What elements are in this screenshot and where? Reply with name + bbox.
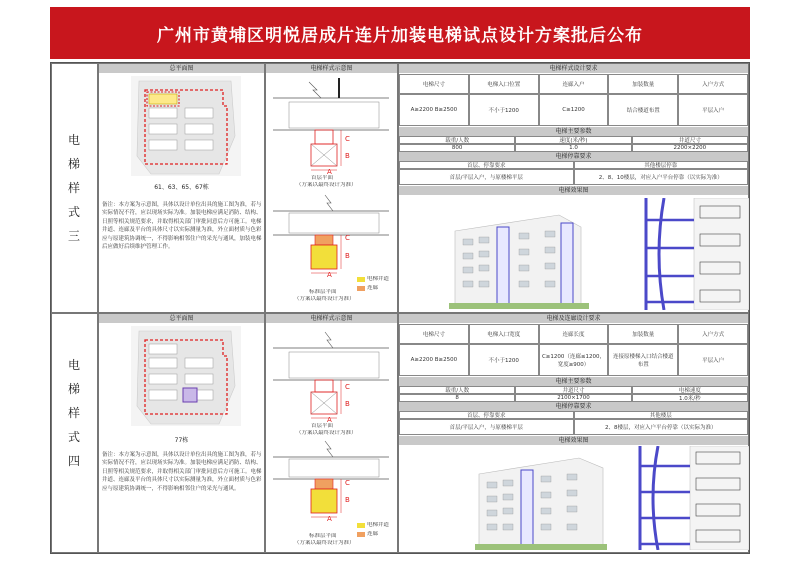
plan-note-bottom: （方案以最终设计为准） xyxy=(294,540,355,546)
plan-title-top: 首层平面 xyxy=(311,175,334,181)
label-char: 梯 xyxy=(67,382,80,396)
section-label xyxy=(51,313,97,513)
building-block xyxy=(185,374,213,384)
params-table xyxy=(399,136,748,152)
elevator-shaft xyxy=(311,245,337,269)
req-value: C≥1200 xyxy=(539,94,609,126)
building-block xyxy=(149,344,177,354)
stops-header: 电梯停靠要求 xyxy=(399,152,748,161)
param-head: 电梯速度 xyxy=(632,386,748,394)
notes-text: 备注：本方案为示意图，具体以设计单位出具的施工图为准，若与实际情况不符，应以现场实际为准。加装电梯应满足消防、结构、日照等相关规范要求，并取得相关部门审批同意后方可施工。电梯井道、连廊及平台的具体尺寸以实际测量为准，外立面材质与色彩应与原建筑协调统一，不得影响相邻住户的采光与通风。 xyxy=(102,452,262,492)
break-line xyxy=(325,441,333,457)
site-plan-drawing xyxy=(131,76,241,176)
building-block xyxy=(185,140,213,150)
stops-table xyxy=(399,411,748,435)
label-char: 式 xyxy=(67,430,80,444)
param-value: 2100×1700 xyxy=(515,394,631,402)
req-value: 平层入户 xyxy=(678,94,748,126)
render-header: 电梯效果图 xyxy=(399,436,748,445)
dim-label-a: A xyxy=(327,169,332,176)
label-char: 梯 xyxy=(67,157,80,171)
req-value: 不小于1200 xyxy=(469,344,539,376)
req-value: 不小于1200 xyxy=(469,94,539,126)
building-block xyxy=(185,358,213,368)
building-block xyxy=(149,94,177,104)
label-char: 电 xyxy=(67,133,80,147)
plan-title-bottom: 标准层平面 xyxy=(309,533,337,539)
params-header: 电梯主要参数 xyxy=(399,377,748,386)
grass-base xyxy=(449,303,589,309)
break-line xyxy=(325,332,333,348)
requirements-header: 电梯及连廊设计要求 xyxy=(399,314,748,323)
building-block xyxy=(185,124,213,134)
param-head: 井道尺寸 xyxy=(632,136,748,144)
building-block xyxy=(149,374,177,384)
requirements-header: 电梯样式设计要求 xyxy=(399,64,748,73)
building-facade xyxy=(479,458,603,546)
building-block xyxy=(149,358,177,368)
elevator-tower xyxy=(561,223,573,305)
label-char: 式 xyxy=(67,205,80,219)
label-char: 四 xyxy=(67,454,80,468)
render-building-image xyxy=(449,209,589,309)
param-head: 速度(米/秒) xyxy=(515,136,631,144)
req-head: 电梯尺寸 xyxy=(399,324,469,344)
scheme-section-3 xyxy=(51,63,749,313)
stop-head: 其他楼层 xyxy=(574,411,749,419)
break-line xyxy=(325,195,333,211)
plan-note-top: （方案以最终设计为准） xyxy=(296,430,357,436)
scheme-board xyxy=(50,62,750,554)
req-head: 加装数量 xyxy=(608,74,678,94)
legend-corridor-label: 连廊 xyxy=(367,531,379,537)
page-title: 广州市黄埔区明悦居成片连片加装电梯试点设计方案批后公布 xyxy=(157,25,643,46)
dim-label-a: A xyxy=(327,417,332,424)
building-block xyxy=(149,108,177,118)
legend-swatch-shaft xyxy=(357,523,365,528)
building-block xyxy=(149,124,177,134)
stop-head: 其他楼层停靠 xyxy=(574,161,749,169)
param-value: 8 xyxy=(399,394,515,402)
stair-rect xyxy=(289,102,379,128)
stop-value: 首层/平层入户，与原楼梯平层 xyxy=(399,419,574,435)
dim-label-b: B xyxy=(345,253,350,260)
building-block xyxy=(149,140,177,150)
elevator-tower xyxy=(497,227,509,305)
site-caption: 77栋 xyxy=(174,437,189,444)
req-head: 加装数量 xyxy=(608,324,678,344)
req-value: A≥2200 B≥2500 xyxy=(399,344,469,376)
plan-note-bottom: （方案以最终设计为准） xyxy=(294,296,355,302)
req-value: C≥1200（连廊≤1200，宽度≥900） xyxy=(539,344,609,376)
req-head: 电梯入口宽度 xyxy=(469,324,539,344)
grass-base xyxy=(475,544,607,550)
dim-label-b: B xyxy=(345,497,350,504)
req-value: 结合楼道布置 xyxy=(608,94,678,126)
floor-bands xyxy=(646,220,694,302)
req-head: 入户方式 xyxy=(678,74,748,94)
plan-title-top: 首层平面 xyxy=(311,423,334,429)
params-table xyxy=(399,386,748,402)
req-value: 连接原楼梯入口结合楼道布置 xyxy=(608,344,678,376)
elevator-tower xyxy=(521,470,533,546)
site-caption: 61、63、65、67栋 xyxy=(154,184,209,191)
param-value: 800 xyxy=(399,144,515,152)
dim-label-c: C xyxy=(345,384,350,391)
site-plan-header: 总平面图 xyxy=(99,64,264,73)
legend-shaft-label: 电梯井道 xyxy=(367,522,390,528)
scheme-section-4 xyxy=(51,313,749,553)
label-char: 电 xyxy=(67,358,80,372)
stop-value: 2、8、10楼层，对应入户平台停靠（以实际为准） xyxy=(574,169,749,185)
corridor-rect xyxy=(315,380,333,392)
legend-swatch-shaft xyxy=(357,277,365,282)
stop-value: 首层/平层入户，与原楼梯平层 xyxy=(399,169,574,185)
label-char: 样 xyxy=(67,181,80,195)
stop-value: 2、8楼层，对应入户平台停靠（以实际为准） xyxy=(574,419,749,435)
legend-swatch-corridor xyxy=(357,532,365,537)
plan-title-bottom: 标准层平面 xyxy=(309,289,337,295)
curved-frame xyxy=(646,198,664,310)
requirements-table xyxy=(399,74,748,126)
corridor-rect xyxy=(315,130,333,144)
site-plan-drawing xyxy=(131,326,241,426)
req-head: 连廊长度 xyxy=(539,324,609,344)
stops-table xyxy=(399,161,748,185)
plan-diagram-header: 电梯样式示意图 xyxy=(266,314,397,323)
render-header: 电梯效果图 xyxy=(399,186,748,195)
stop-head: 首层、停靠要求 xyxy=(399,411,574,419)
dim-label-a: A xyxy=(327,516,332,523)
plan-note-top: （方案以最终设计为准） xyxy=(296,182,357,188)
site-plan-header: 总平面图 xyxy=(99,314,264,323)
param-head: 载重/人数 xyxy=(399,136,515,144)
building-block xyxy=(185,108,213,118)
dim-label-c: C xyxy=(345,136,350,143)
req-head: 连廊入户 xyxy=(539,74,609,94)
legend-shaft-label: 电梯井道 xyxy=(367,276,390,282)
render-building-image xyxy=(475,454,607,550)
stops-header: 电梯停靠要求 xyxy=(399,402,748,411)
legend-corridor-label: 连廊 xyxy=(367,285,379,291)
notes-text: 备注：本方案为示意图，具体以设计单位出具的施工图为准，若与实际情况不符，应以现场实际为准。加装电梯应满足消防、结构、日照等相关规范要求，并取得相关部门审批同意后方可施工。电梯井道、连廊及平台的具体尺寸以实际测量为准，外立面材质与色彩应与原建筑协调统一，不得影响相邻住户的采光与通风，加装电梯后应做好后续维护管理工作。 xyxy=(102,202,262,251)
req-head: 电梯尺寸 xyxy=(399,74,469,94)
param-value: 1.0 xyxy=(515,144,631,152)
stair-rect xyxy=(289,459,379,477)
stop-head: 首层、停靠要求 xyxy=(399,161,574,169)
label-char: 三 xyxy=(67,229,80,243)
dim-label-b: B xyxy=(345,401,350,408)
req-head: 电梯入口位置 xyxy=(469,74,539,94)
req-value: 平层入户 xyxy=(678,344,748,376)
dim-label-c: C xyxy=(345,235,350,242)
target-building-outline xyxy=(183,388,197,402)
section-label xyxy=(51,63,97,313)
req-head: 入户方式 xyxy=(678,324,748,344)
param-head: 载重/人数 xyxy=(399,386,515,394)
break-line xyxy=(309,82,321,98)
corridor-rect xyxy=(315,235,333,245)
param-value: 2200×2200 xyxy=(632,144,748,152)
render-detail-image xyxy=(626,446,749,550)
params-header: 电梯主要参数 xyxy=(399,127,748,136)
page-title-banner xyxy=(50,7,750,59)
dim-label-c: C xyxy=(345,480,350,487)
curved-frame xyxy=(640,446,658,550)
stair-rect xyxy=(289,352,379,378)
elevator-shaft xyxy=(311,489,337,513)
param-head: 井道尺寸 xyxy=(515,386,631,394)
plan-diagram-header: 电梯样式示意图 xyxy=(266,64,397,73)
facade-wall xyxy=(694,198,749,310)
legend-swatch-corridor xyxy=(357,286,365,291)
stair-rect xyxy=(289,213,379,233)
render-detail-image xyxy=(634,198,749,310)
param-value: 1.0米/秒 xyxy=(632,394,748,402)
building-block xyxy=(149,390,177,400)
floor-bands xyxy=(640,466,690,544)
requirements-table xyxy=(399,324,748,376)
dim-label-b: B xyxy=(345,153,350,160)
label-char: 样 xyxy=(67,406,80,420)
corridor-rect xyxy=(315,479,333,489)
req-value: A≥2200 B≥2500 xyxy=(399,94,469,126)
dim-label-a: A xyxy=(327,272,332,279)
